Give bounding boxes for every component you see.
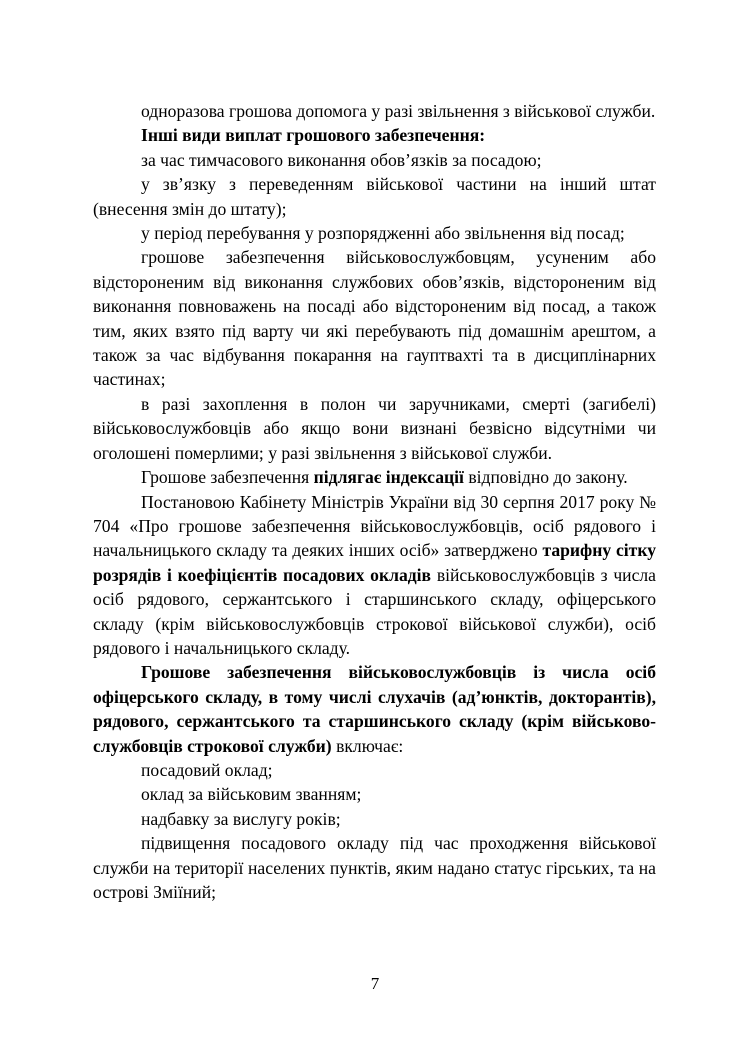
paragraph-resolution-704 xyxy=(93,490,656,661)
text-run: відповідно до закону. xyxy=(463,467,628,488)
paragraph-rank-salary: оклад за військовим званням; xyxy=(141,784,362,805)
paragraph-seniority-bonus: надбавку за вислугу років; xyxy=(141,808,341,829)
text-run: включає: xyxy=(331,735,404,756)
bold-heading: Інші види виплат грошового забезпечення: xyxy=(141,125,486,146)
paragraph-one-time-allowance: одноразова грошова допомога у разі звільнення з військової служби. xyxy=(141,101,656,121)
paragraph-officers-pay xyxy=(93,660,656,758)
body-text xyxy=(93,99,656,904)
paragraph-staff-transfer: у зв’язку з переведенням військової частини на інший штат (внесення змін до штату); xyxy=(93,174,656,219)
page-number: 7 xyxy=(370,974,380,993)
text-run: Грошове забезпечення xyxy=(141,467,314,488)
paragraph-indexation xyxy=(93,465,656,489)
paragraph-temporary-duties: за час тимчасового виконання обов’язків за посадою; xyxy=(141,149,542,170)
bold-officers-pay: Грошове забезпечення військовослужбовців із числа осіб офіцерського складу, в тому числі слухачів (ад’юнктів, докторантів), рядового, сержантського та старшинського складу (крім військово-службовців строкової служби) xyxy=(93,662,656,756)
paragraph-suspended-servicemen: грошове забезпечення військовослужбовцям, усуненим або відстороненим від виконання службових обов’язків, відстороненим від виконання повноважень на посаді або відстороненим від посад, а також тим, яких взято під варту чи які перебувають під домашнім арештом, а також за час відбування покарання на гауптвахті та в дисциплінарних частинах; xyxy=(93,247,656,390)
paragraph-mountain-increase: підвищення посадового окладу під час проходження військової служби на території населених пунктів, яким надано статус гірських, та на острові Зміїний; xyxy=(93,833,656,902)
text-run: Постановою Кабінету Міністрів України від 30 серпня 2017 року № 704 «Про грошове забезпечення військовослужбовців, осіб рядового і начальницького складу та деяких інших осіб» затверджено xyxy=(93,491,656,561)
text-run: військовослужбовців з числа осіб рядового, сержантського і старшинського складу, офіцерського складу (крім військовослужбовців строкової військової служби), осіб рядового і начальницького складу. xyxy=(93,564,656,658)
paragraph-disposal-period: у період перебування у розпорядженні або звільнення від посад; xyxy=(141,223,625,244)
paragraph-position-salary: посадовий оклад; xyxy=(141,759,273,780)
bold-tariff-grid: тарифну сітку розрядів і коефіцієнтів посадових окладів xyxy=(93,540,657,585)
paragraph-other-payments-heading xyxy=(93,123,656,147)
bold-indexation: підлягає індексації xyxy=(313,467,464,488)
paragraph-captivity: в разі захоплення в полон чи заручниками, смерті (загибелі) військовослужбовців або якщо вони визнані безвісно відсутніми чи оголошені померлими; у разі звільнення з військової служби. xyxy=(93,393,656,463)
